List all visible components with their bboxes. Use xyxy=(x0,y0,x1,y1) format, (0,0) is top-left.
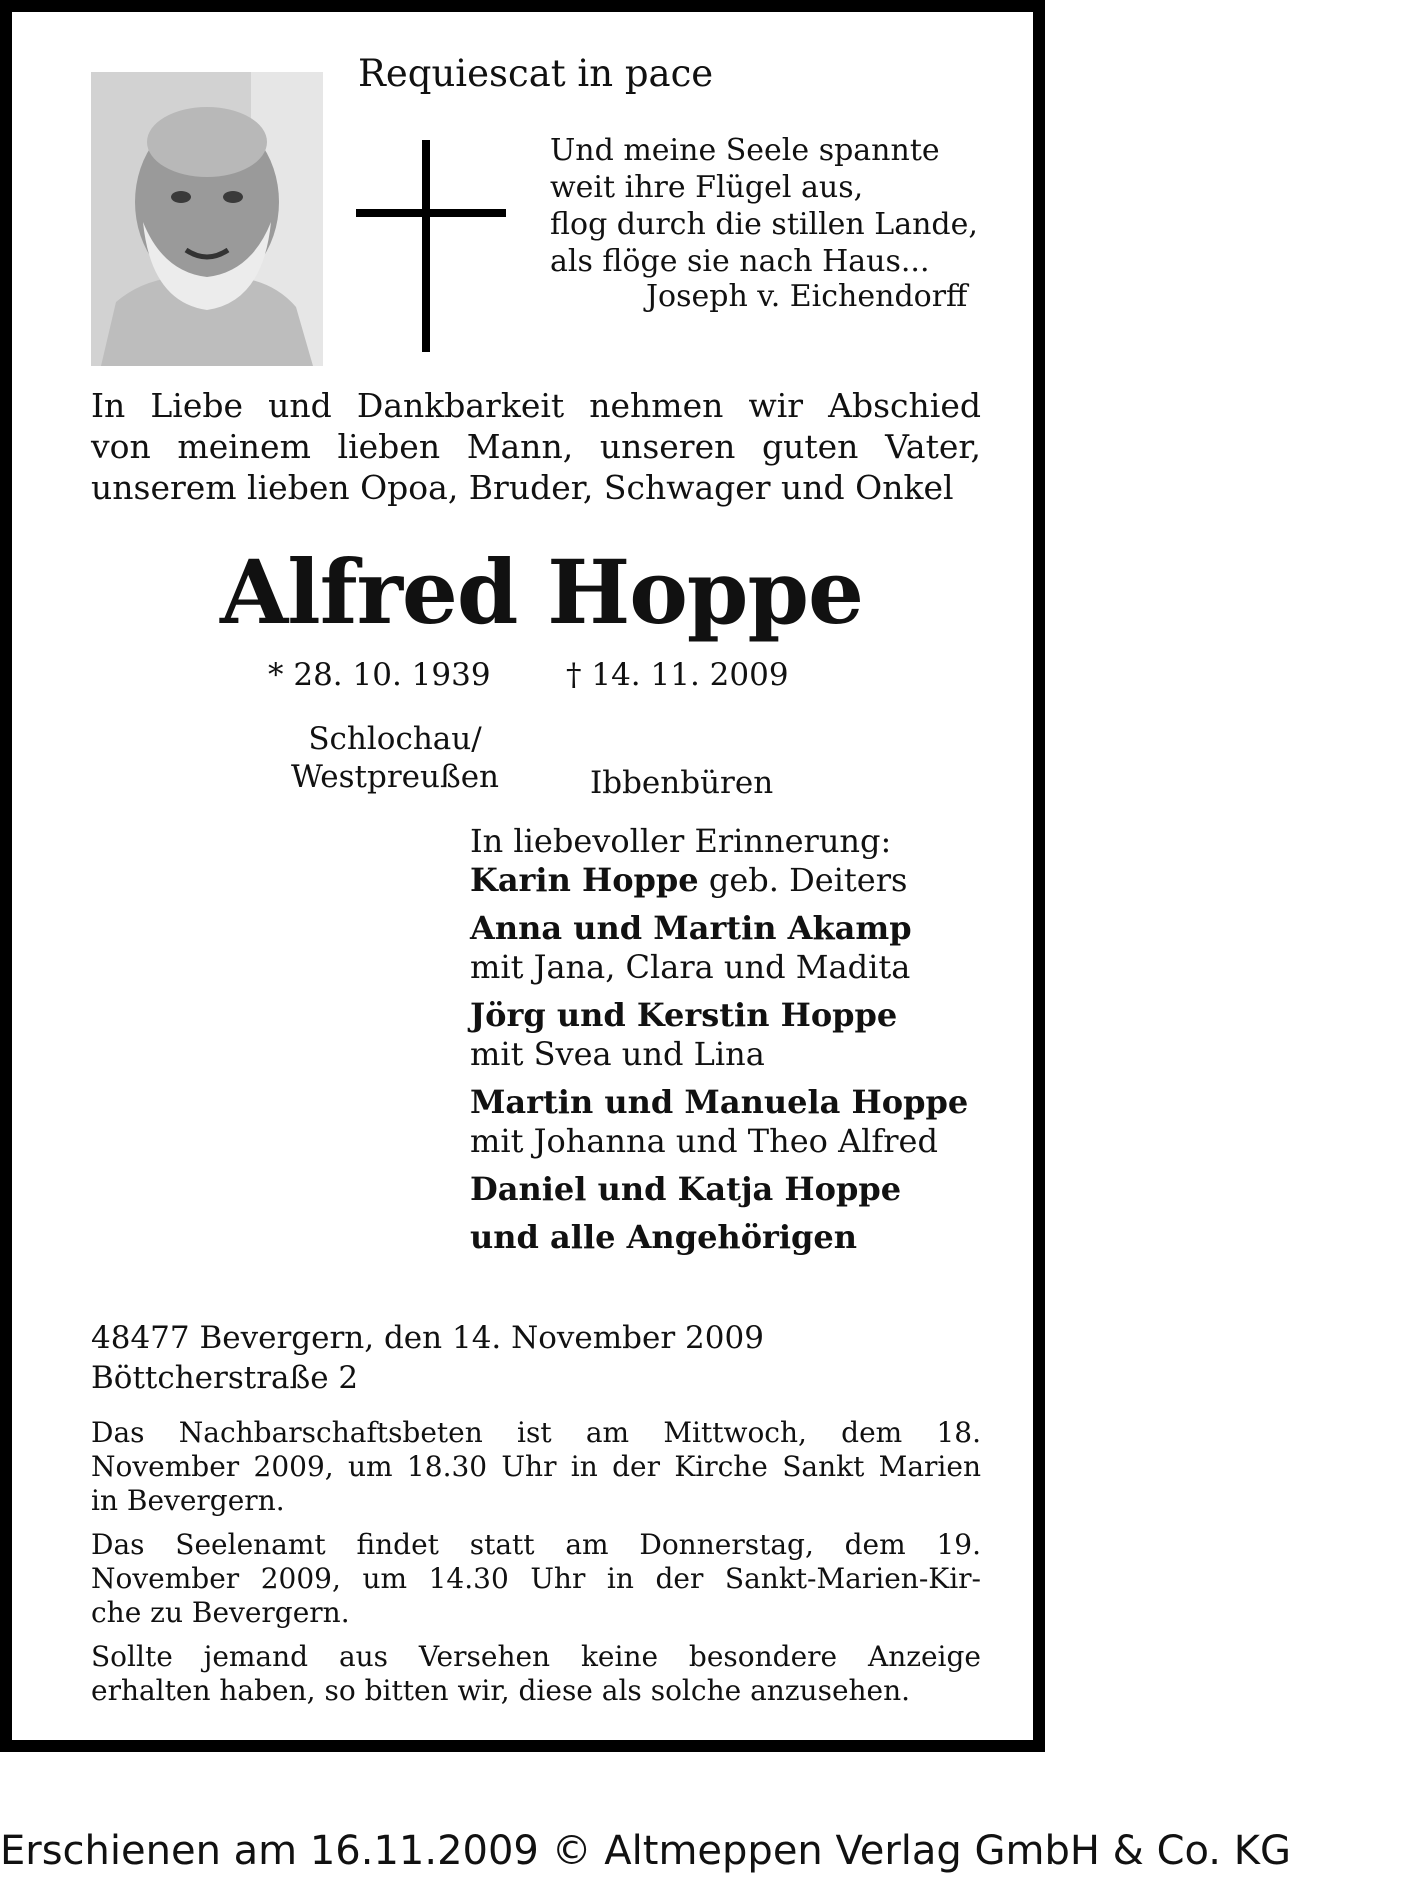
birthplace-line: Westpreußen xyxy=(290,759,500,795)
note-line: Sollte jemand aus Versehen keine besondere Anzeige xyxy=(91,1640,981,1673)
service-notes xyxy=(91,1416,981,1718)
portrait-illustration xyxy=(91,72,323,366)
portrait-photo xyxy=(91,72,323,366)
publication-footer: Erschienen am 16.11.2009 © Altmeppen Verlag GmbH & Co. KG xyxy=(0,1828,1291,1874)
address-line: Böttcherstraße 2 xyxy=(91,1360,359,1396)
mourner-children: mit Jana, Clara und Madita xyxy=(470,948,911,986)
mourner-family: Daniel und Katja Hoppe xyxy=(470,1170,902,1208)
note-line: in Bevergern. xyxy=(91,1484,285,1517)
mourner-name: Karin Hoppe xyxy=(470,861,699,899)
deathplace: Ibbenbüren xyxy=(590,765,774,801)
poem xyxy=(550,132,978,280)
mourner-suffix: geb. Deiters xyxy=(698,861,908,899)
memory-label: In liebevoller Erinnerung: xyxy=(470,822,892,860)
mourner-family: Martin und Manuela Hoppe xyxy=(470,1083,969,1121)
mourner-karin xyxy=(470,861,968,900)
intro-line: von meinem lieben Mann, unseren guten Vater, xyxy=(91,427,981,466)
address xyxy=(91,1318,764,1398)
requiescat-heading: Requiescat in pace xyxy=(358,52,714,95)
intro-line: In Liebe und Dankbarkeit nehmen wir Abschied xyxy=(91,386,981,425)
poem-line: weit ihre Flügel aus, xyxy=(550,170,864,205)
mourner-family: Anna und Martin Akamp xyxy=(470,909,912,947)
mourners-list xyxy=(470,822,968,1257)
intro-text xyxy=(91,385,981,508)
mourner-all: und alle Angehörigen xyxy=(470,1218,858,1256)
mourner-family: Jörg und Kerstin Hoppe xyxy=(470,996,898,1034)
note-paragraph xyxy=(91,1640,981,1708)
death-date: † 14. 11. 2009 xyxy=(566,657,789,693)
note-line: erhalten haben, so bitten wir, diese als solche anzusehen. xyxy=(91,1674,911,1707)
mourner-children: mit Svea und Lina xyxy=(470,1035,765,1073)
note-line: Das Nachbarschaftsbeten ist am Mittwoch, dem 18. xyxy=(91,1416,981,1449)
birthplace xyxy=(270,720,520,796)
poem-line: als flöge sie nach Haus... xyxy=(550,244,930,279)
poem-author: Joseph v. Eichendorff xyxy=(646,279,968,314)
birth-date: * 28. 10. 1939 xyxy=(268,657,491,693)
deceased-name: Alfred Hoppe xyxy=(220,540,863,644)
note-paragraph xyxy=(91,1416,981,1518)
intro-line: unserem lieben Opoa, Bruder, Schwager und Onkel xyxy=(91,468,954,507)
note-line: Das Seelenamt findet statt am Donnerstag, dem 19. xyxy=(91,1528,981,1561)
note-paragraph xyxy=(91,1528,981,1630)
cross-icon xyxy=(356,140,506,352)
address-line: 48477 Bevergern, den 14. November 2009 xyxy=(91,1320,764,1356)
birthplace-line: Schlochau/ xyxy=(308,721,482,757)
note-line: November 2009, um 18.30 Uhr in der Kirche Sankt Marien xyxy=(91,1450,981,1483)
mourner-children: mit Johanna und Theo Alfred xyxy=(470,1122,938,1160)
poem-line: Und meine Seele spannte xyxy=(550,133,940,168)
note-line: che zu Bevergern. xyxy=(91,1596,350,1629)
poem-line: flog durch die stillen Lande, xyxy=(550,207,978,242)
note-line: November 2009, um 14.30 Uhr in der Sankt-Marien-Kir- xyxy=(91,1562,981,1595)
